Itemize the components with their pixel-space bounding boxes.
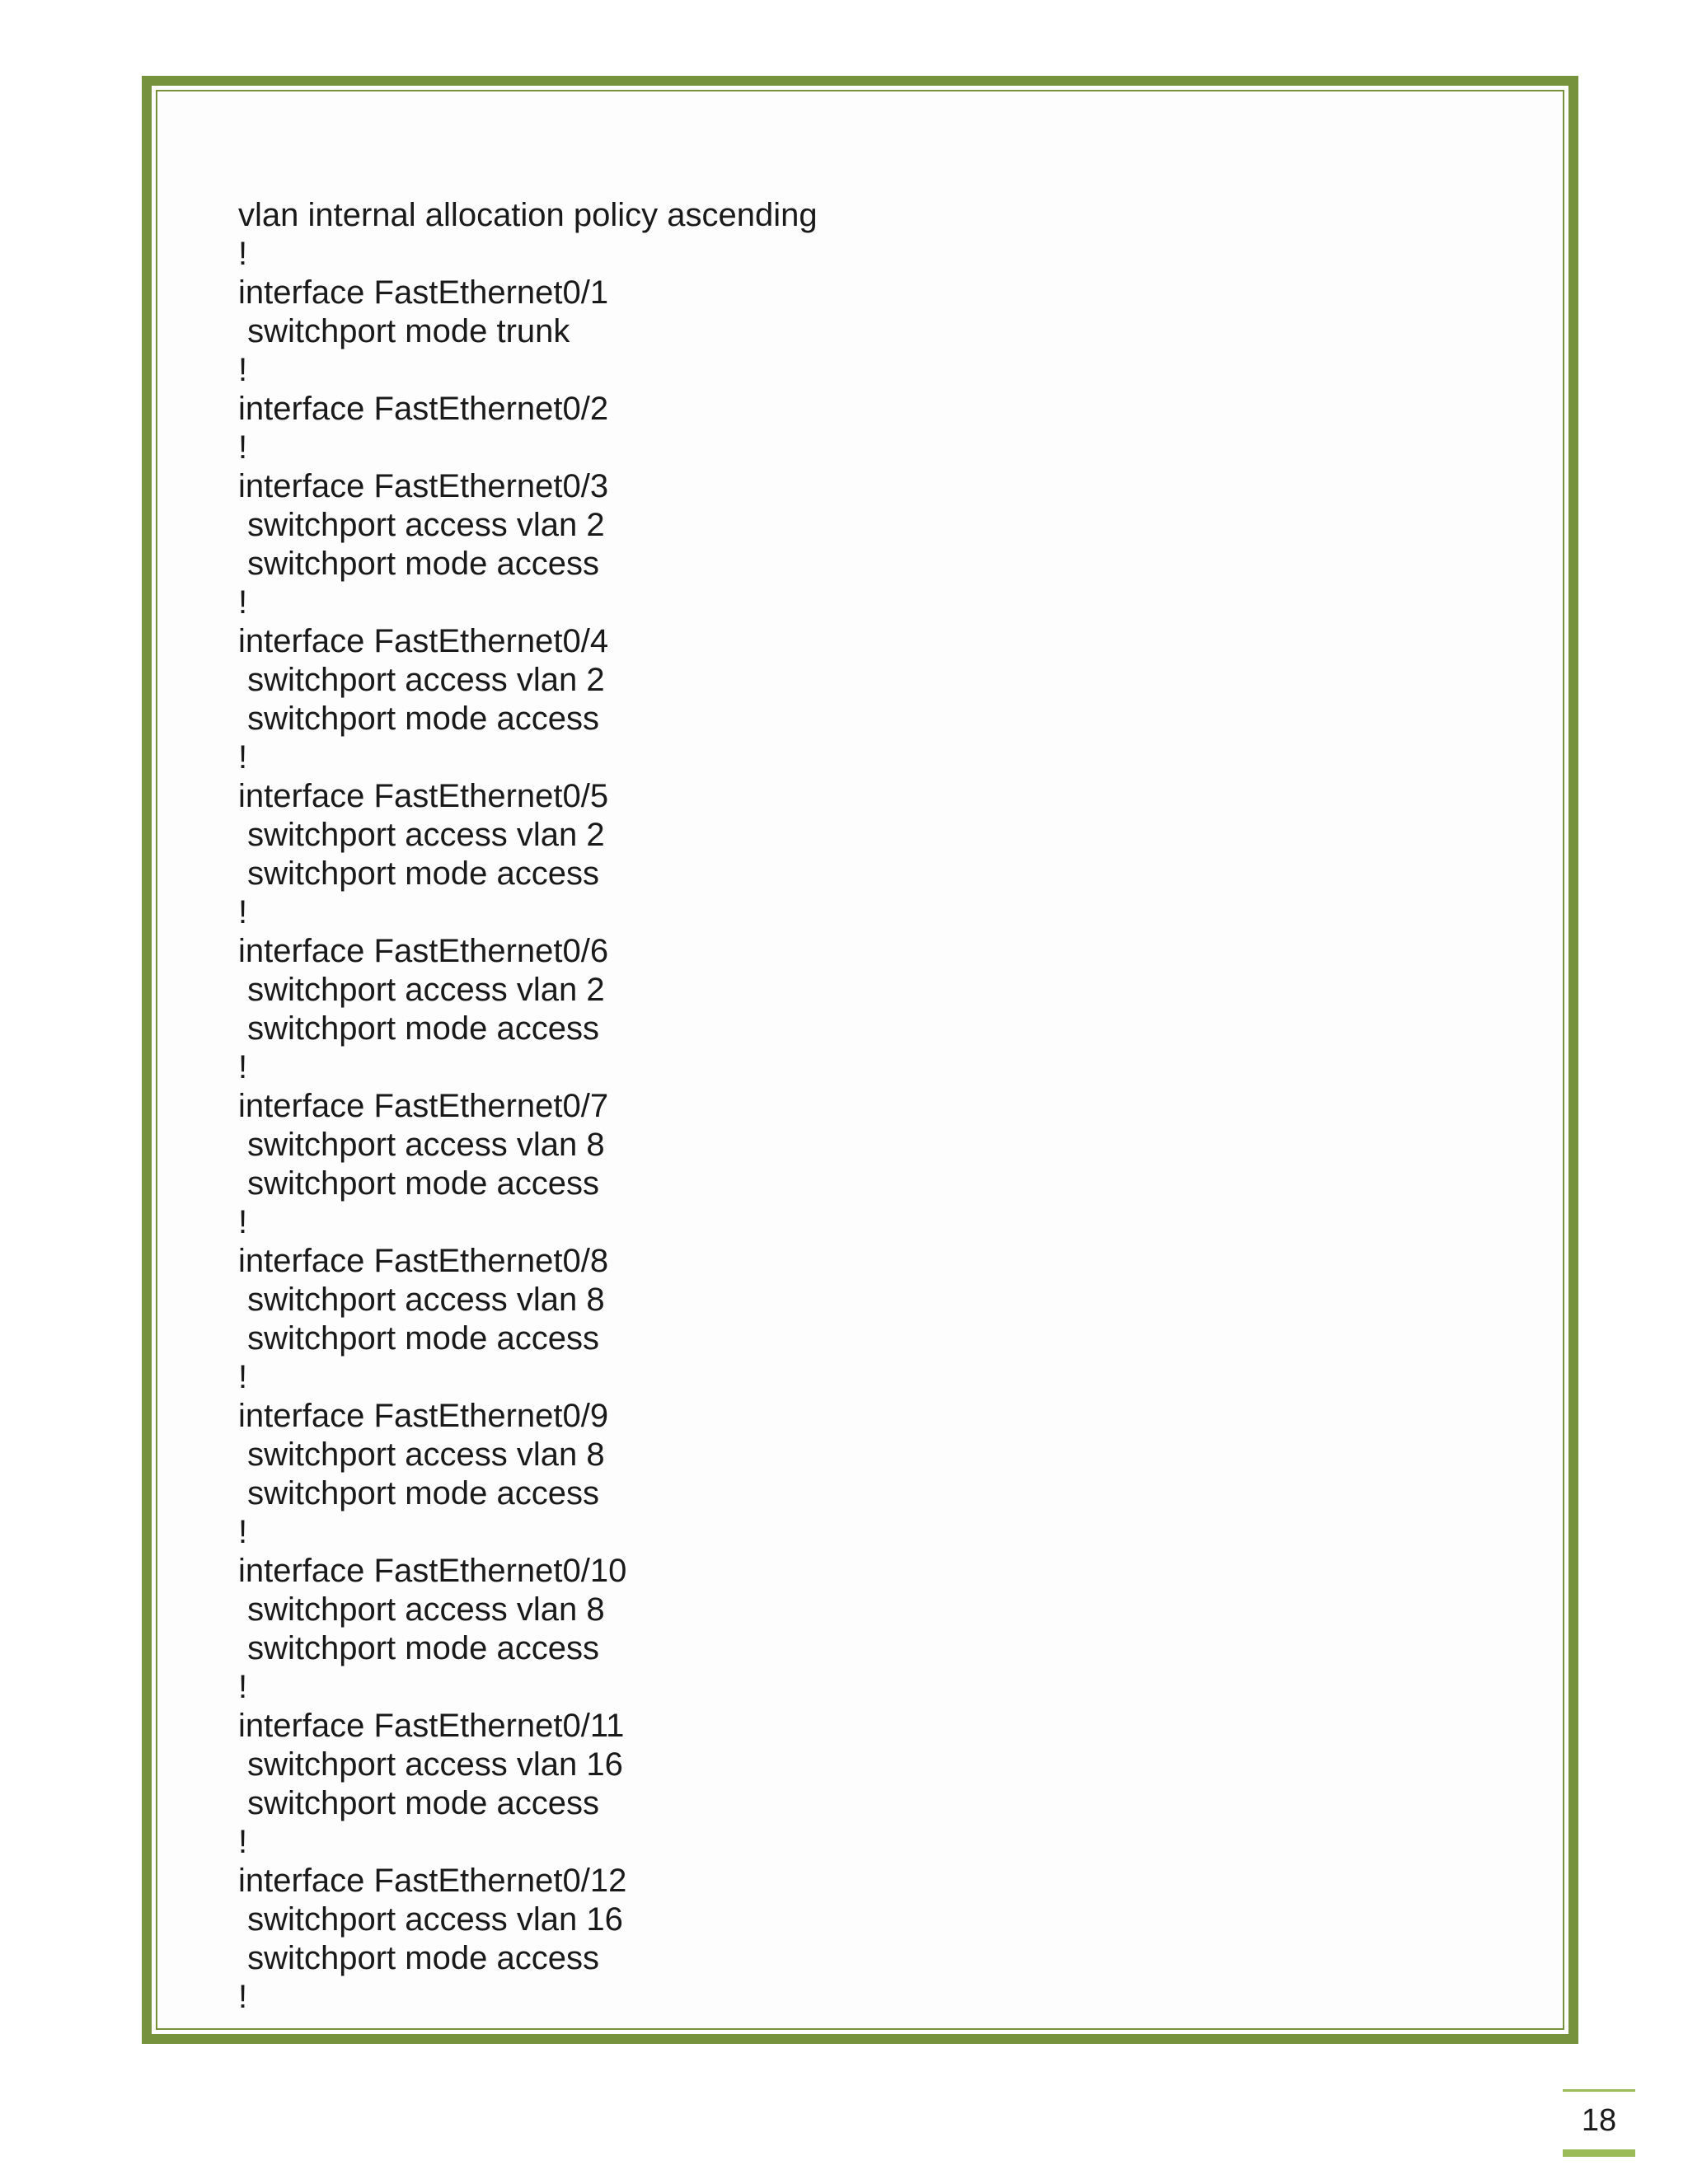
config-line: ! bbox=[238, 1204, 248, 1240]
config-line: ! bbox=[238, 1824, 248, 1860]
config-line: switchport mode access bbox=[238, 1010, 599, 1047]
config-line: switchport access vlan 2 bbox=[238, 817, 605, 853]
config-line: switchport mode access bbox=[238, 1475, 599, 1511]
config-line: interface FastEthernet0/12 bbox=[238, 1863, 627, 1899]
config-line: switchport access vlan 16 bbox=[238, 1746, 623, 1783]
config-line: switchport mode access bbox=[238, 546, 599, 582]
config-line: ! bbox=[238, 352, 248, 388]
config-line: interface FastEthernet0/9 bbox=[238, 1398, 609, 1434]
config-line: switchport access vlan 8 bbox=[238, 1127, 605, 1163]
config-line: ! bbox=[238, 1979, 248, 2015]
config-line: interface FastEthernet0/1 bbox=[238, 274, 609, 311]
config-line: interface FastEthernet0/4 bbox=[238, 623, 609, 659]
config-line: switchport access vlan 2 bbox=[238, 972, 605, 1008]
config-line: ! bbox=[238, 1514, 248, 1550]
config-line: switchport access vlan 8 bbox=[238, 1591, 605, 1628]
config-line: interface FastEthernet0/3 bbox=[238, 468, 609, 504]
config-line: interface FastEthernet0/5 bbox=[238, 778, 609, 814]
config-line: switchport access vlan 2 bbox=[238, 662, 605, 698]
config-line: interface FastEthernet0/8 bbox=[238, 1243, 609, 1279]
config-line: switchport mode access bbox=[238, 1940, 599, 1976]
config-line: switchport mode access bbox=[238, 1165, 599, 1202]
page-number: 18 bbox=[1563, 2089, 1635, 2157]
config-line: switchport mode trunk bbox=[238, 313, 570, 349]
config-line: switchport access vlan 16 bbox=[238, 1901, 623, 1938]
config-line: interface FastEthernet0/7 bbox=[238, 1088, 609, 1124]
config-line: interface FastEthernet0/11 bbox=[238, 1708, 625, 1744]
config-line: interface FastEthernet0/6 bbox=[238, 933, 609, 969]
config-line: switchport mode access bbox=[238, 701, 599, 737]
config-line: switchport mode access bbox=[238, 855, 599, 892]
config-line: ! bbox=[238, 1049, 248, 1085]
config-line: switchport access vlan 8 bbox=[238, 1282, 605, 1318]
config-line: ! bbox=[238, 1359, 248, 1395]
config-line: ! bbox=[238, 584, 248, 621]
config-line: ! bbox=[238, 429, 248, 466]
config-line: ! bbox=[238, 236, 248, 272]
config-line: switchport mode access bbox=[238, 1320, 599, 1357]
config-line: ! bbox=[238, 1669, 248, 1705]
config-line: ! bbox=[238, 739, 248, 776]
config-line: ! bbox=[238, 894, 248, 930]
config-line: vlan internal allocation policy ascending bbox=[238, 197, 818, 233]
config-line: switchport mode access bbox=[238, 1785, 599, 1821]
config-line: interface FastEthernet0/10 bbox=[238, 1553, 627, 1589]
config-line: switchport mode access bbox=[238, 1630, 599, 1666]
config-line: interface FastEthernet0/2 bbox=[238, 391, 609, 427]
switch-config-listing bbox=[238, 196, 818, 2017]
config-line: switchport access vlan 2 bbox=[238, 507, 605, 543]
config-line: switchport access vlan 8 bbox=[238, 1436, 605, 1473]
